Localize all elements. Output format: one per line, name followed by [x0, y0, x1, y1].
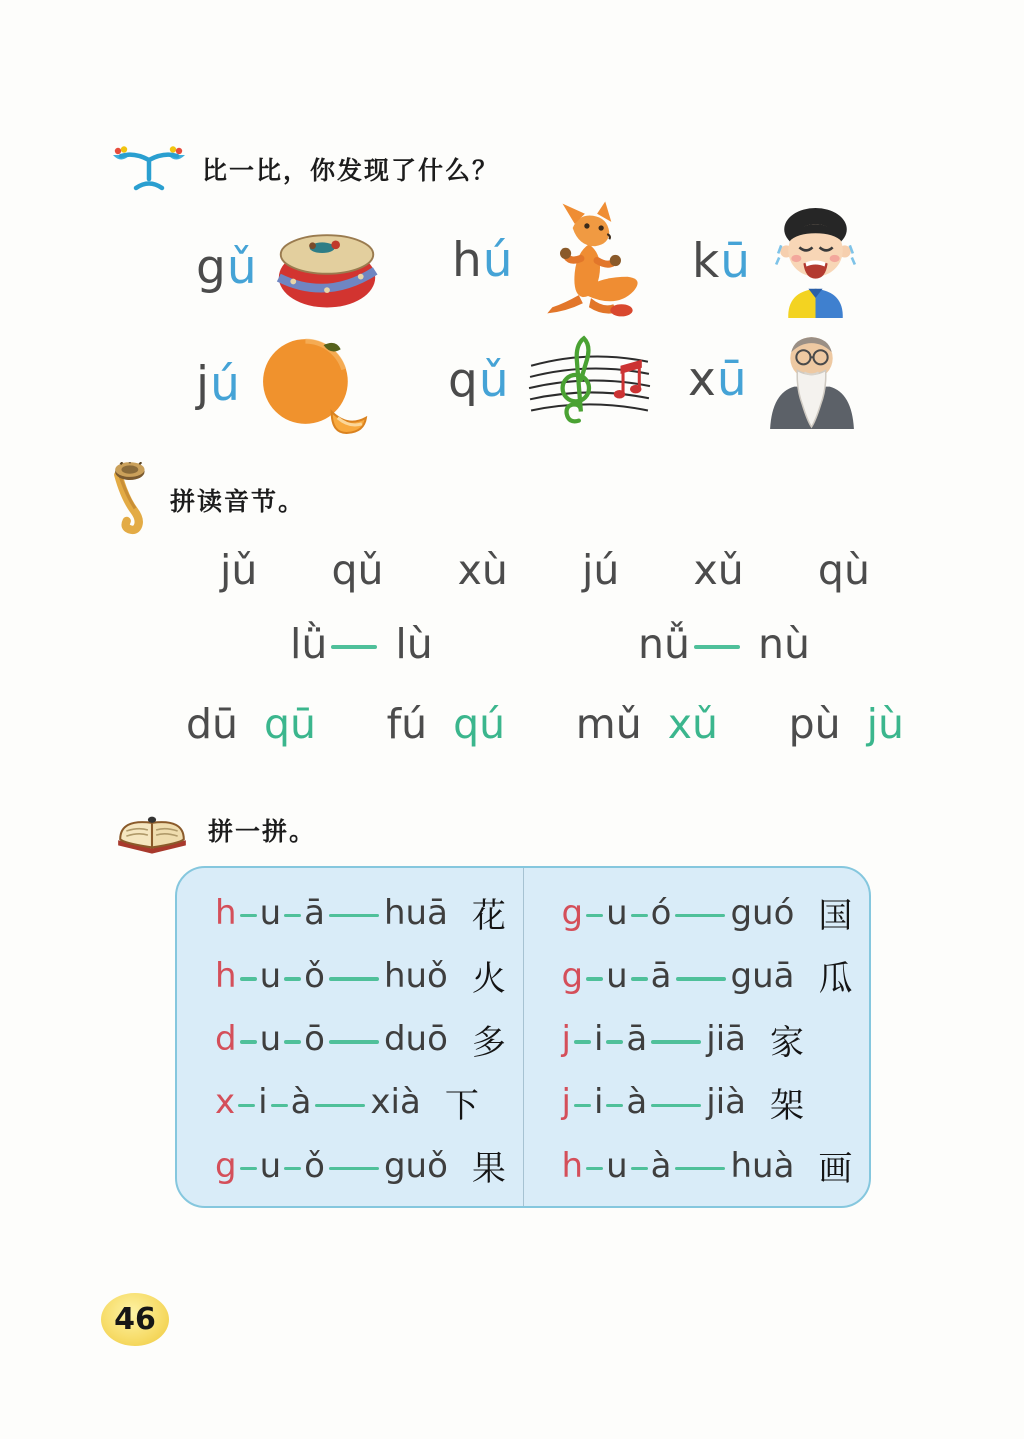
blend-row — [562, 888, 864, 937]
fox-illustration — [530, 201, 654, 319]
blend-final: ā — [650, 955, 672, 996]
pinyin-final: ū — [716, 351, 748, 407]
blend-character: 国 — [818, 896, 853, 936]
connector-dash — [329, 914, 379, 918]
compare-item — [692, 200, 863, 322]
pinyin-syllable — [196, 357, 241, 412]
blend-initial: j — [561, 1019, 571, 1059]
blend-medial: u — [259, 1145, 282, 1186]
horn-icon — [112, 462, 154, 538]
drill-pair — [387, 700, 505, 748]
compare-item — [196, 212, 380, 322]
drum-illustration — [274, 221, 380, 313]
connector-dash — [606, 1040, 623, 1044]
pinyin-final: ú — [210, 356, 241, 412]
green-dash — [694, 645, 740, 649]
connector-dash — [284, 1167, 301, 1171]
page-number-badge — [101, 1293, 169, 1346]
blend-syllable: huà — [730, 1145, 795, 1186]
read-syllable-row — [220, 546, 870, 594]
pinyin-initial: q — [448, 352, 479, 408]
blend-medial: u — [606, 955, 628, 996]
blend-final: ā — [304, 892, 325, 933]
blend-medial: i — [593, 1082, 604, 1123]
green-dash — [331, 645, 377, 649]
blend-medial: u — [606, 1145, 628, 1186]
balance-scale-icon — [112, 143, 186, 195]
read-syllable: jú — [582, 546, 620, 594]
contrast-from: lǜ — [290, 620, 328, 668]
blend-final: à — [650, 1145, 672, 1186]
blend-row — [215, 1015, 517, 1064]
blend-character: 画 — [818, 1149, 853, 1189]
blend-row — [215, 888, 517, 937]
connector-dash — [271, 1104, 288, 1108]
pinyin-initial: g — [196, 239, 227, 295]
pinyin-final: ǔ — [478, 352, 510, 408]
blend-syllable: duō — [383, 1019, 448, 1059]
connector-dash — [586, 914, 603, 918]
drill-syllable-dark: pù — [788, 700, 841, 748]
compare-section-header — [112, 143, 499, 195]
connector-dash — [586, 977, 603, 981]
blend-section-title: 拼一拼。 — [208, 817, 317, 846]
open-book-icon — [112, 806, 192, 854]
pinyin-initial: x — [688, 351, 717, 407]
blend-character: 花 — [471, 896, 506, 936]
compare-item — [448, 326, 653, 434]
connector-dash — [240, 1040, 257, 1044]
drill-syllable-dark: mǔ — [575, 700, 642, 748]
blend-medial: i — [593, 1019, 604, 1059]
blend-left-column — [177, 868, 524, 1206]
blend-initial: g — [561, 892, 584, 933]
connector-dash — [284, 914, 301, 918]
contrast-to: lù — [395, 620, 433, 668]
connector-dash — [329, 1040, 379, 1044]
compare-item — [196, 332, 373, 436]
blend-initial: g — [215, 1145, 237, 1186]
blend-character: 多 — [471, 1022, 506, 1063]
blend-exercise-box — [175, 866, 871, 1208]
blend-initial: d — [215, 1019, 237, 1059]
blend-syllable: guǒ — [383, 1145, 448, 1186]
compare-section-title: 比一比，你发现了什么？ — [202, 156, 500, 185]
drill-row — [186, 700, 904, 748]
read-syllable: qù — [817, 546, 870, 594]
blend-character: 家 — [769, 1022, 804, 1063]
connector-dash — [574, 1104, 591, 1108]
blend-initial: x — [215, 1082, 236, 1123]
blend-initial: j — [561, 1082, 571, 1123]
connector-dash — [586, 1167, 603, 1171]
connector-dash — [631, 914, 648, 918]
pinyin-syllable — [448, 353, 510, 408]
blend-section-header — [112, 806, 316, 854]
blend-syllable: xià — [370, 1082, 421, 1123]
connector-dash — [631, 977, 648, 981]
connector-dash — [238, 1104, 255, 1108]
blend-row — [562, 1015, 864, 1064]
connector-dash — [315, 1104, 365, 1108]
blend-final: ó — [650, 892, 672, 933]
blend-initial: h — [215, 955, 237, 996]
blend-initial: h — [215, 892, 237, 933]
drill-pair — [576, 700, 718, 748]
music-notes-illustration — [526, 329, 653, 431]
compare-item — [452, 196, 654, 324]
drill-syllable-dark: fú — [386, 700, 428, 748]
crying-boy-illustration — [767, 203, 863, 319]
blend-final: ō — [304, 1019, 325, 1059]
connector-dash — [675, 1167, 725, 1171]
blend-row — [215, 1078, 517, 1127]
pinyin-syllable — [452, 233, 514, 288]
contrast-to: nù — [758, 620, 810, 668]
connector-dash — [675, 914, 725, 918]
blend-syllable: huǒ — [383, 955, 448, 996]
connector-dash — [574, 1040, 591, 1044]
read-section-title: 拼读音节。 — [170, 487, 306, 516]
contrast-row — [290, 620, 810, 668]
drill-pair — [789, 700, 904, 748]
connector-dash — [284, 1040, 301, 1044]
pinyin-syllable — [692, 234, 751, 289]
blend-final: à — [290, 1082, 312, 1123]
connector-dash — [240, 1167, 257, 1171]
blend-final: ǒ — [304, 955, 325, 996]
blend-final: ā — [626, 1019, 648, 1059]
blend-syllable: jiā — [706, 1019, 746, 1059]
pinyin-initial: k — [692, 233, 721, 289]
blend-syllable: guó — [730, 892, 795, 933]
blend-character: 果 — [471, 1149, 506, 1189]
blend-initial: h — [561, 1145, 584, 1186]
connector-dash — [676, 977, 726, 981]
blend-row — [562, 1141, 864, 1190]
connector-dash — [329, 1167, 379, 1171]
blend-character: 瓜 — [818, 959, 853, 1000]
blend-medial: u — [606, 892, 628, 933]
blend-row — [562, 951, 864, 1000]
blend-final: à — [626, 1082, 648, 1123]
blend-medial: u — [259, 955, 282, 996]
drill-pair — [186, 700, 316, 748]
drill-syllable-green: qú — [453, 700, 506, 748]
bearded-old-man-illustration — [764, 330, 860, 429]
contrast-from: nǚ — [638, 620, 691, 668]
connector-dash — [651, 1104, 701, 1108]
blend-initial: g — [561, 955, 584, 996]
drill-syllable-green: jù — [866, 700, 904, 748]
blend-character: 下 — [444, 1085, 479, 1126]
blend-character: 架 — [769, 1085, 804, 1126]
blend-syllable: jià — [706, 1082, 746, 1123]
read-section-header — [112, 462, 305, 538]
tangerine-illustration — [257, 335, 373, 434]
connector-dash — [240, 914, 257, 918]
pinyin-initial: j — [196, 356, 211, 412]
connector-dash — [329, 977, 379, 981]
contrast-pair — [290, 620, 433, 668]
read-syllable: jǔ — [220, 546, 258, 594]
connector-dash — [606, 1104, 623, 1108]
read-syllable: xù — [457, 546, 508, 594]
blend-medial: i — [258, 1082, 268, 1123]
contrast-pair — [638, 620, 810, 668]
blend-character: 火 — [471, 959, 506, 1000]
connector-dash — [240, 977, 257, 981]
blend-medial: u — [259, 892, 282, 933]
read-syllable: xǔ — [693, 546, 744, 594]
pinyin-final: ǔ — [226, 239, 258, 295]
drill-syllable-green: qū — [264, 700, 317, 748]
connector-dash — [651, 1040, 701, 1044]
pinyin-final: ú — [482, 232, 514, 288]
connector-dash — [631, 1167, 648, 1171]
page-number: 46 — [114, 1302, 156, 1337]
pinyin-syllable — [196, 240, 258, 295]
blend-medial: u — [259, 1019, 282, 1059]
compare-item — [688, 328, 860, 430]
drill-syllable-dark: dū — [186, 700, 239, 748]
read-syllable: qǔ — [331, 546, 384, 594]
blend-syllable: guā — [730, 955, 795, 996]
blend-right-column — [524, 868, 870, 1206]
connector-dash — [284, 977, 301, 981]
pinyin-initial: h — [452, 232, 483, 288]
pinyin-final: ū — [720, 233, 752, 289]
blend-syllable: huā — [383, 892, 448, 933]
blend-row — [562, 1078, 864, 1127]
drill-syllable-green: xǔ — [667, 700, 718, 748]
pinyin-syllable — [688, 352, 748, 407]
blend-row — [215, 1141, 517, 1190]
blend-row — [215, 951, 517, 1000]
blend-final: ǒ — [304, 1145, 325, 1186]
